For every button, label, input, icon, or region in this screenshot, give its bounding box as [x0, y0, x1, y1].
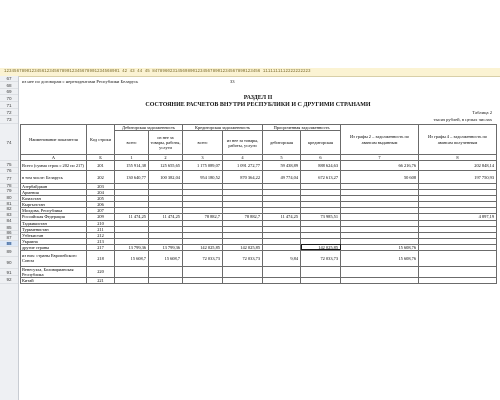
row-number[interactable]: 68: [0, 82, 18, 89]
value-cell[interactable]: 9,84: [263, 250, 301, 266]
row-number[interactable]: 72: [0, 109, 18, 116]
row-number[interactable]: 76: [0, 168, 18, 174]
data-table: [20, 124, 497, 284]
value-cell[interactable]: 954 180,52: [183, 171, 223, 184]
index-cell: 3: [183, 155, 223, 161]
table-row: [21, 171, 497, 184]
row-label[interactable]: Кыргызстан: [21, 202, 87, 208]
row-number[interactable]: 91: [0, 269, 18, 276]
row-label[interactable]: в том числе: Беларусь: [21, 171, 87, 184]
index-cell: 7: [341, 155, 419, 161]
row-code[interactable]: 201: [87, 161, 115, 171]
row-code[interactable]: 204: [87, 190, 115, 196]
index-cell: 1: [115, 155, 149, 161]
row-code[interactable]: 206: [87, 202, 115, 208]
row-number[interactable]: 77: [0, 174, 18, 184]
row-code[interactable]: 202: [87, 171, 115, 184]
row-label[interactable]: Азербайджан: [21, 184, 87, 190]
preline-code: 33: [230, 79, 235, 84]
row-number[interactable]: 89: [0, 247, 18, 257]
header-name: Наименование показателя: [21, 125, 87, 155]
row-number[interactable]: 69: [0, 89, 18, 95]
row-number[interactable]: 80: [0, 194, 18, 201]
row-label[interactable]: Армения: [21, 190, 87, 196]
row-label[interactable]: Казахстан: [21, 196, 87, 202]
header-debit-goods: из нее за товары, работы, услуги: [149, 131, 183, 155]
value-cell[interactable]: 11 474,25: [263, 214, 301, 220]
index-cell: 8: [419, 155, 497, 161]
value-cell[interactable]: 130 640,77: [115, 171, 149, 184]
row-label[interactable]: Китай: [21, 277, 87, 283]
value-cell[interactable]: 4 897,19: [419, 214, 497, 220]
row-number[interactable]: 78: [0, 184, 18, 188]
row-number[interactable]: 88: [0, 241, 18, 247]
row-label[interactable]: из них: страны Европейского Союза: [21, 250, 87, 266]
index-cell: 2: [149, 155, 183, 161]
value-cell[interactable]: 15 608,76: [341, 244, 419, 250]
row-header-column: [0, 76, 19, 400]
value-cell[interactable]: 1 175 089,07: [183, 161, 223, 171]
value-cell[interactable]: 59 438,89: [263, 161, 301, 171]
value-cell[interactable]: [419, 277, 497, 283]
value-cell[interactable]: 72 033,73: [183, 250, 223, 266]
header-credit-group: Кредиторская задолженность: [183, 125, 263, 131]
row-number[interactable]: 85: [0, 224, 18, 231]
value-cell[interactable]: 78 882,7: [223, 214, 263, 220]
value-cell[interactable]: 66 216,76: [341, 161, 419, 171]
value-cell[interactable]: 202 848,14: [419, 161, 497, 171]
row-code[interactable]: 210: [87, 220, 115, 226]
value-cell[interactable]: [149, 277, 183, 283]
row-number[interactable]: 82: [0, 206, 18, 212]
row-number[interactable]: 75: [0, 161, 18, 168]
row-number[interactable]: 71: [0, 102, 18, 109]
table-row: [21, 277, 497, 283]
value-cell[interactable]: 73 985,51: [301, 214, 341, 220]
row-label[interactable]: Узбекистан: [21, 232, 87, 238]
value-cell[interactable]: 888 624,63: [301, 161, 341, 171]
row-number[interactable]: 67: [0, 76, 18, 82]
value-cell[interactable]: 142 025,85: [223, 244, 263, 250]
value-cell[interactable]: 142 025,85: [183, 244, 223, 250]
value-cell[interactable]: [301, 266, 341, 277]
row-label[interactable]: Молдова, Республика: [21, 208, 87, 214]
value-cell[interactable]: 78 882,7: [183, 214, 223, 220]
row-number[interactable]: 86: [0, 231, 18, 235]
index-cell: Б: [87, 155, 115, 161]
value-cell[interactable]: [301, 277, 341, 283]
row-code[interactable]: 212: [87, 232, 115, 238]
index-cell: 4: [223, 155, 263, 161]
header-col8: Из графы 4 – задолженность по авансам полученным: [419, 125, 497, 155]
value-cell[interactable]: [223, 266, 263, 277]
row-number[interactable]: 73: [0, 116, 18, 124]
value-cell[interactable]: [223, 277, 263, 283]
value-cell[interactable]: 15 608,7: [149, 250, 183, 266]
section-title: РАЗДЕЛ II: [243, 95, 273, 101]
value-cell[interactable]: 13 799,36: [115, 244, 149, 250]
header-col7: Из графы 2 – задолженность по авансам выданным: [341, 125, 419, 155]
value-cell[interactable]: [263, 266, 301, 277]
value-cell[interactable]: 870 364,22: [223, 171, 263, 184]
index-cell: 5: [263, 155, 301, 161]
row-code[interactable]: 218: [87, 250, 115, 266]
row-number[interactable]: 83: [0, 212, 18, 218]
value-cell[interactable]: [341, 277, 419, 283]
value-cell[interactable]: [263, 277, 301, 283]
value-cell[interactable]: 13 799,36: [149, 244, 183, 250]
table-row: [21, 266, 497, 277]
header-credit-total: всего: [183, 131, 223, 155]
value-cell[interactable]: [341, 266, 419, 277]
row-code[interactable]: 209: [87, 214, 115, 220]
header-code: Код строки: [87, 125, 115, 155]
row-number[interactable]: 90: [0, 257, 18, 269]
row-label[interactable]: другие страны: [21, 244, 87, 250]
value-cell[interactable]: 672 613,27: [301, 171, 341, 184]
row-label[interactable]: Всего (сумма строк с 202 по 217): [21, 161, 87, 171]
column-header-strip[interactable]: [0, 68, 500, 77]
row-label[interactable]: Российская Федерация: [21, 214, 87, 220]
value-cell[interactable]: 100 382,04: [149, 171, 183, 184]
row-number[interactable]: 92: [0, 276, 18, 284]
table-row: [21, 161, 497, 171]
header-overdue-credit: кредиторская: [301, 131, 341, 155]
value-cell[interactable]: 197 750,93: [419, 171, 497, 184]
value-cell[interactable]: 72 033,73: [223, 250, 263, 266]
units-note: тысяч рублей, в целых числах: [433, 117, 492, 122]
value-cell[interactable]: 125 655,65: [149, 161, 183, 171]
value-cell[interactable]: 15 608,7: [115, 250, 149, 266]
row-code[interactable]: 217: [87, 244, 115, 250]
row-code[interactable]: 211: [87, 226, 115, 232]
row-number[interactable]: 74: [0, 124, 18, 161]
row-number[interactable]: 70: [0, 95, 18, 102]
row-number[interactable]: 87: [0, 235, 18, 241]
row-code[interactable]: 221: [87, 277, 115, 283]
value-cell[interactable]: [419, 266, 497, 277]
row-code[interactable]: 213: [87, 238, 115, 244]
row-code[interactable]: 205: [87, 196, 115, 202]
value-cell[interactable]: [115, 277, 149, 283]
value-cell[interactable]: 15 608,76: [341, 250, 419, 266]
value-cell[interactable]: 72 033,73: [301, 250, 341, 266]
value-cell[interactable]: 50 608: [341, 171, 419, 184]
value-cell[interactable]: 11 474,25: [115, 214, 149, 220]
preline-label: из нее по договорам с нерезидентами Республики Беларусь: [22, 79, 139, 84]
value-cell[interactable]: 142 025,85: [301, 244, 341, 250]
value-cell[interactable]: 49 774,04: [263, 171, 301, 184]
value-cell[interactable]: 1 091 272,77: [223, 161, 263, 171]
value-cell[interactable]: [419, 250, 497, 266]
value-cell[interactable]: [183, 266, 223, 277]
value-cell[interactable]: 11 474,25: [149, 214, 183, 220]
header-credit-goods: из нее за товары, работы, услуги: [223, 131, 263, 155]
row-label[interactable]: Таджикистан: [21, 220, 87, 226]
header-debit-group: Дебиторская задолженность: [115, 125, 183, 131]
value-cell[interactable]: [149, 266, 183, 277]
table-number: Таблица 2: [472, 110, 492, 115]
table-row: [21, 250, 497, 266]
index-cell: А: [21, 155, 87, 161]
value-cell[interactable]: 155 914,38: [115, 161, 149, 171]
value-cell[interactable]: [115, 266, 149, 277]
row-number[interactable]: 84: [0, 218, 18, 224]
header-overdue-debit: дебиторская: [263, 131, 301, 155]
section-subtitle: СОСТОЯНИЕ РАСЧЕТОВ ВНУТРИ РЕСПУБЛИКИ И С ДРУГИМИ СТРАНАМИ: [145, 102, 371, 108]
row-code[interactable]: 220: [87, 266, 115, 277]
row-number[interactable]: 81: [0, 201, 18, 206]
row-label[interactable]: Туркменистан: [21, 226, 87, 232]
row-label[interactable]: Венесуэла, Боливарианская Республика: [21, 266, 87, 277]
column-header-labels: 1234567890123456123456789012345678901234568901 42 43 44 45 8478960231456989012345678901234567890123456 1111111112222222223: [4, 70, 311, 74]
row-number[interactable]: 79: [0, 188, 18, 194]
index-cell: 6: [301, 155, 341, 161]
value-cell[interactable]: [183, 277, 223, 283]
row-label[interactable]: Украина: [21, 238, 87, 244]
header-overdue-group: Просроченная задолженность: [263, 125, 341, 131]
row-code[interactable]: 203: [87, 184, 115, 190]
row-code[interactable]: 207: [87, 208, 115, 214]
header-debit-total: всего: [115, 131, 149, 155]
